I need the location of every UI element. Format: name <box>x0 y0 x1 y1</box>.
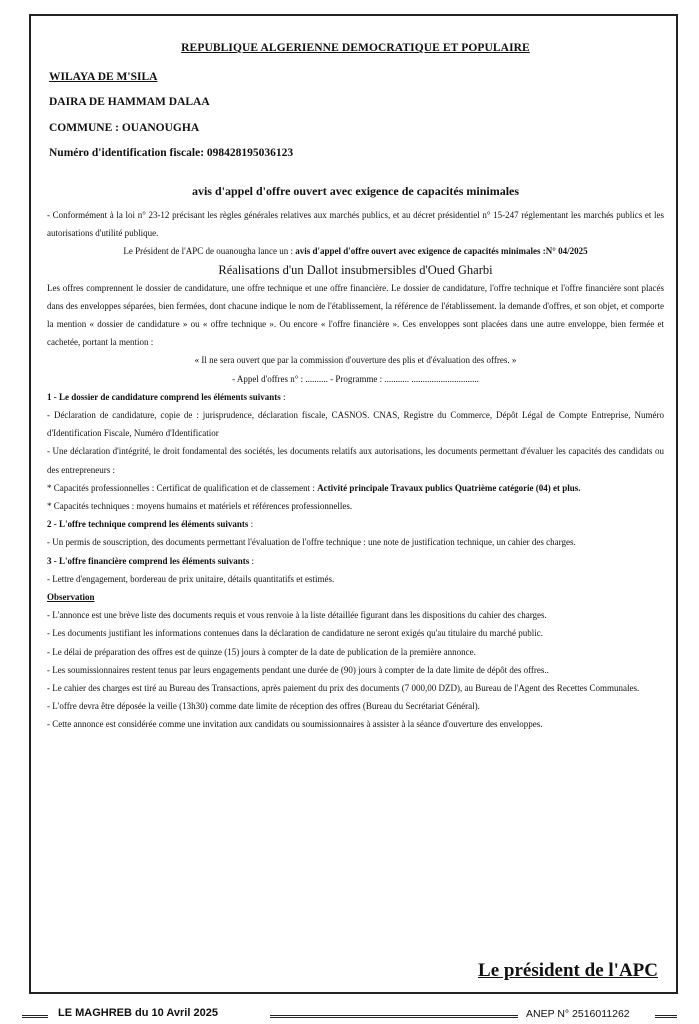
wilaya-line: WILAYA DE M'SILA <box>49 71 158 83</box>
footer-rule-middle <box>270 1015 518 1018</box>
section-2-colon: : <box>248 519 254 530</box>
commune-line: COMMUNE : OUANOUGHA <box>49 122 200 134</box>
observation-1: - L'annonce est une brève liste des documents requis et vous renvoie à la liste détaillée figurant dans les dispositions du cahier des charges. <box>47 610 547 621</box>
professional-capacity-lead: * Capacités professionnelles : Certificat de qualification et de classement : <box>47 482 318 493</box>
section-1-item-a: - Déclaration de candidature, copie de : jurisprudence, déclaration fiscale, CASNOS. CNAS, Registre du Commerce, Dépôt Légal de Compte Entreprise, Numéro d'Identification Fiscale, Numéro d'Identificatior <box>47 410 664 439</box>
tender-announcement <box>47 242 664 260</box>
opening-mention: « Il ne sera ouvert que par la commission d'ouverture des plis et d'évaluation des offres. » <box>194 355 517 366</box>
tender-program-line: - Appel d'offres n° : .......... - Programme : ........... .............................. <box>232 373 479 384</box>
footer-rule-right <box>655 1015 677 1018</box>
notice-title: avis d'appel d'offre ouvert avec exigence de capacités minimales <box>191 184 520 198</box>
observation-3: - Le délai de préparation des offres est de quinze (15) jours à compter de la date de publication de la première annonce. <box>47 646 476 657</box>
section-2-title: 2 - L'offre technique comprend les éléments suivants <box>47 519 249 530</box>
footer-rule-left <box>22 1015 48 1018</box>
section-2-item-a: - Un permis de souscription, des documents permettant l'évaluation de l'offre technique : une note de justification technique, un cahier des charges. <box>47 537 576 548</box>
observation-5: - Le cahier des charges est tiré au Bureau des Transactions, après paiement du prix des documents (7 000,00 DZD), au Bureau de l'Agent des Recettes Communales. <box>47 683 640 694</box>
tender-announcement-lead: Le Président de l'APC de ouanougha lance un : <box>123 246 296 257</box>
section-3-colon: : <box>249 555 254 566</box>
section-1-item-b: - Une déclaration d'intégrité, le droit fondamental des sociétés, les documents relatifs aux autorisations, les documents permettant d'évaluer les capacités des candidats ou des entrepreneurs : <box>47 446 664 475</box>
observation-heading: Observation <box>47 592 95 603</box>
newspaper-credit: LE MAGHREB du 10 Avril 2025 <box>58 1007 218 1019</box>
fiscal-id-line: Numéro d'identification fiscale: 098428195036123 <box>49 147 294 159</box>
section-3-title: 3 - L'offre financière comprend les éléments suivants <box>47 555 250 566</box>
observation-7: - Cette annonce est considérée comme une invitation aux candidats ou soumissionnaires à assister à la séance d'ouverture des enveloppes. <box>47 719 543 730</box>
section-3-item-a: - Lettre d'engagement, bordereau de prix unitaire, détails quantitatifs et estimés. <box>47 573 335 584</box>
section-1-item-c <box>47 479 664 497</box>
section-2-heading <box>47 515 664 533</box>
project-title: Réalisations d'un Dallot insubmersibles d'Oued Gharbi <box>218 262 493 277</box>
signature: Le président de l'APC <box>478 960 658 981</box>
republic-header: REPUBLIQUE ALGERIENNE DEMOCRATIQUE ET POPULAIRE <box>181 42 530 54</box>
legal-reference: - Conformément à la loi n° 23-12 précisant les règles générales relatives aux marchés publics, et au décret présidentiel n° 15-247 réglementant les marchés publics et les autorisations d'utilité publique. <box>47 210 664 239</box>
section-3-heading <box>47 552 664 570</box>
observation-6: - L'offre devra être déposée la veille (13h30) comme date limite de réception des offres (Bureau du Secrétariat Général). <box>47 701 480 712</box>
section-1-colon: : <box>280 391 286 402</box>
offers-description: Les offres comprennent le dossier de candidature, une offre technique et une offre financière. Le dossier de candidature, l'offre technique et l'offre financière sont placés dans des enveloppes séparées, bien fermées, dont chacune indique le nom de l'établissement, la référence de l'établissement. la demande d'offres, et son objet, et comporte la mention « dossier de candidature » ou « offre technique ». Ou encore « l'offre financière ». Ces enveloppes sont placées dans une autre enveloppe, bien fermée et cachetée, portant la mention : <box>47 282 664 348</box>
observation-4: - Les soumissionnaires restent tenus par leurs engagements pendant une durée de (90) jours à compter de la date limite de dépôt des offres.. <box>47 664 549 675</box>
notice-body <box>47 206 664 734</box>
observation-2: - Les documents justifiant les informations contenues dans la déclaration de candidature ne seront exigés qu'au titulaire du marché public. <box>47 628 543 639</box>
anep-number: ANEP N° 2516011262 <box>526 1008 630 1020</box>
tender-number: avis d'appel d'offre ouvert avec exigence de capacités minimales :N° 04/2025 <box>295 246 588 257</box>
section-1-heading <box>47 388 664 406</box>
section-1-title: 1 - Le dossier de candidature comprend les éléments suivants <box>47 391 281 402</box>
daira-line: DAIRA DE HAMMAM DALAA <box>49 96 210 108</box>
professional-capacity-activity: Activité principale Travaux publics Quatrième catégorie (04) et plus. <box>317 482 581 493</box>
document-border <box>29 14 678 994</box>
section-1-item-d: * Capacités techniques : moyens humains et matériels et références professionnelles. <box>47 501 353 512</box>
